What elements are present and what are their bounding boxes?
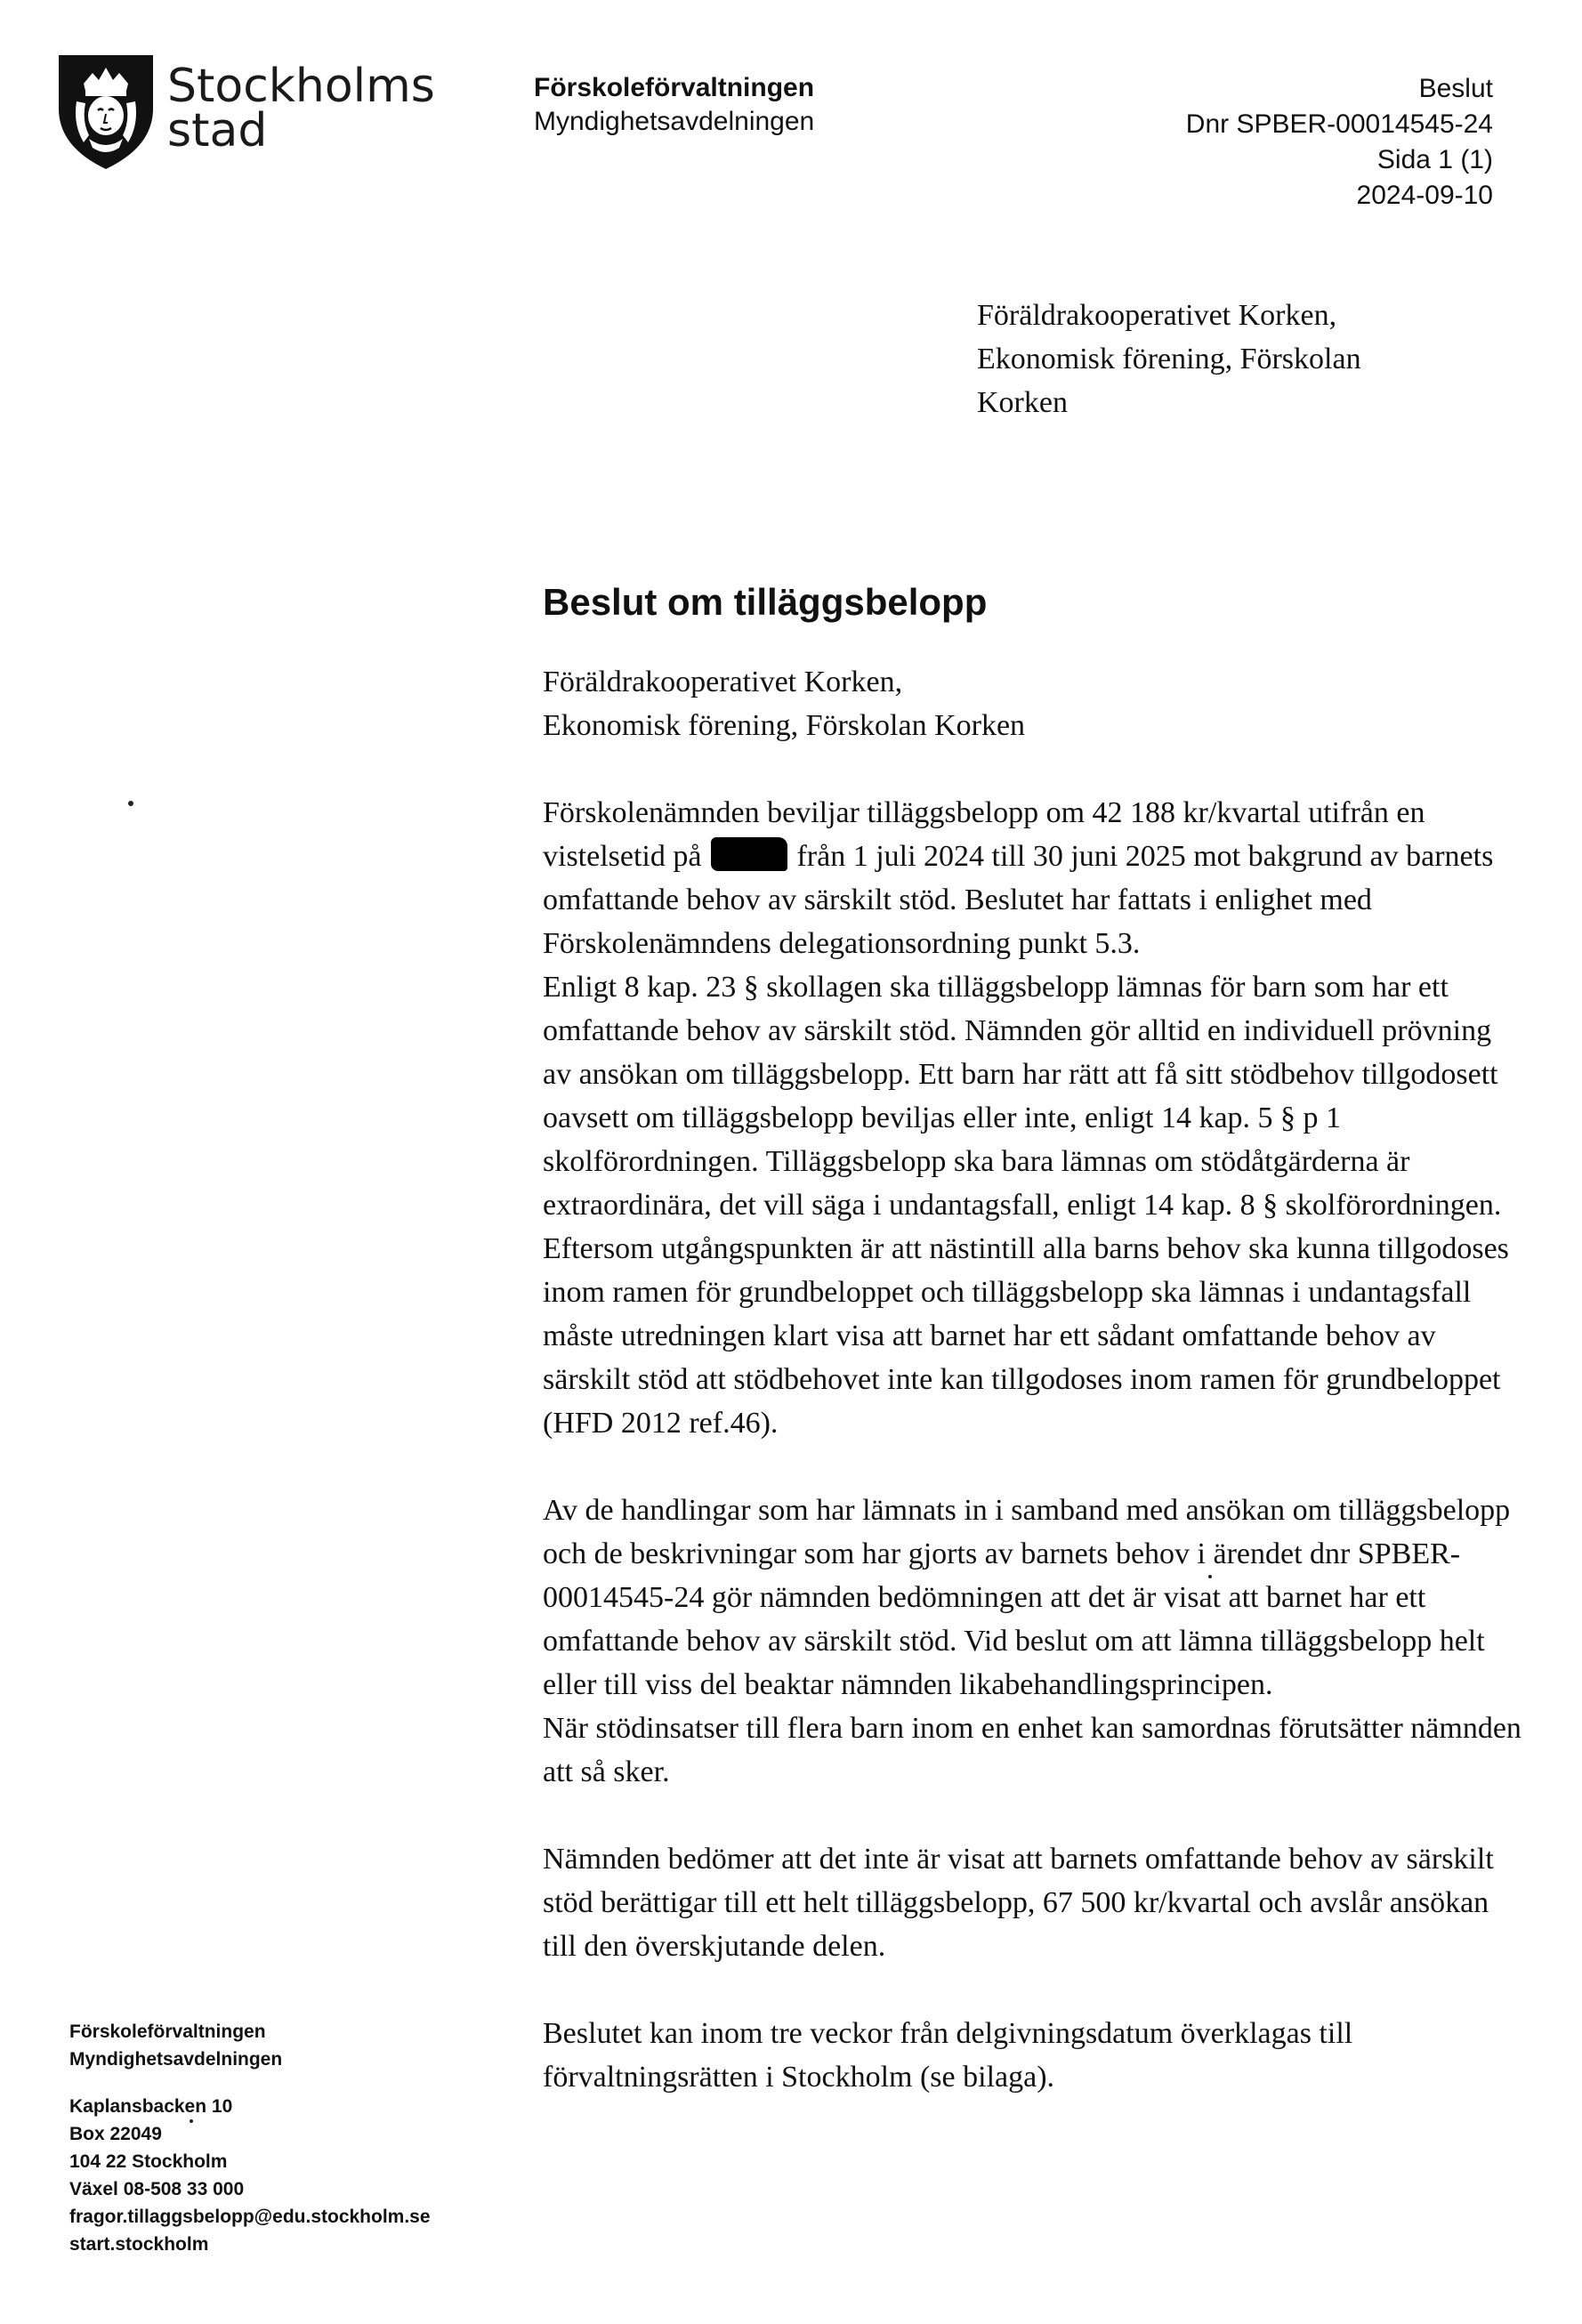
footer-email[interactable]: fragor.tillaggsbelopp@edu.stockholm.se — [69, 2207, 431, 2227]
document-dnr: Dnr SPBER-00014545-24 — [1185, 109, 1493, 139]
decision-text-start: Förskolenämnden beviljar tilläggsbelopp om 42 188 kr/kvartal utifrån en vistelsetid på — [543, 796, 1425, 873]
footer-box: Box 22049 — [69, 2124, 162, 2144]
footer-department: Myndighetsavdelningen — [69, 2049, 283, 2070]
logo-text-line1: Stockholms — [167, 60, 435, 113]
decision-paragraph — [543, 791, 1521, 965]
page-number: Sida 1 (1) — [1376, 145, 1493, 174]
recipient-line-1: Föräldrakooperativet Korken, — [977, 299, 1337, 332]
addressee-line-1: Föräldrakooperativet Korken, — [543, 666, 903, 698]
footer-street: Kaplansbacken 10 — [69, 2096, 233, 2117]
footer-phone: Växel 08-508 33 000 — [69, 2179, 245, 2199]
footer-org: Förskoleförvaltningen — [69, 2021, 266, 2042]
appeal-paragraph: Beslutet kan inom tre veckor från delgivningsdatum överklagas till förvaltningsrätten i Stockholm (se bilaga). — [543, 2017, 1353, 2094]
scan-speck — [190, 2119, 193, 2123]
decision-text-end: från 1 juli 2024 till 30 juni 2025 mot bakgrund av barnets omfattande behov av särskilt stöd. Beslutet har fattats i enlighet med Förskolenämndens delegationsordning punkt 5.3. — [543, 840, 1494, 960]
page-title: Beslut om tilläggsbelopp — [543, 581, 988, 623]
header-org-name: Förskoleförvaltningen — [534, 73, 815, 102]
footer-contact — [69, 2018, 431, 2258]
scan-speck — [128, 801, 133, 806]
letter-body — [543, 580, 1521, 2099]
recipient-address — [977, 294, 1475, 424]
stockholm-logo — [57, 53, 435, 171]
city-crest-icon — [57, 53, 155, 171]
addressee-line-2: Ekonomisk förening, Förskolan Korken — [543, 709, 1026, 742]
recipient-line-2: Ekonomisk förening, Förskolan — [977, 343, 1361, 375]
rejection-paragraph: Nämnden bedömer att det inte är visat att barnets omfattande behov av särskilt stöd berättigar till ett helt tilläggsbelopp, 67 500 kr/kvartal och avslår ansökan till den överskjutande delen. — [543, 1843, 1494, 1963]
document-type: Beslut — [1418, 74, 1493, 103]
logo-text-line2: stad — [167, 104, 268, 157]
redaction-mark — [711, 837, 787, 871]
scan-speck — [1208, 1575, 1212, 1578]
footer-website[interactable]: start.stockholm — [69, 2234, 209, 2255]
document-date: 2024-09-10 — [1356, 181, 1493, 210]
header-department: Myndighetsavdelningen — [534, 107, 815, 136]
footer-postal: 104 22 Stockholm — [69, 2151, 228, 2172]
header-organization — [534, 71, 814, 139]
coordination-paragraph: När stödinsatser till flera barn inom en enhet kan samordnas förutsätter nämnden att så sker. — [543, 1712, 1521, 1788]
assessment-paragraph: Av de handlingar som har lämnats in i samband med ansökan om tilläggsbelopp och de beskrivningar som har gjorts av barnets behov i ärendet dnr SPBER-00014545-24 gör nämnden bedömningen att det är visat att barnet har ett omfattande behov av särskilt stöd. Vid beslut om att lämna tilläggsbelopp helt eller till viss del beaktar nämnden likabehandlingsprincipen. — [543, 1494, 1511, 1701]
legal-basis-paragraph: Enligt 8 kap. 23 § skollagen ska tilläggsbelopp lämnas för barn som har ett omfattande behov av särskilt stöd. Nämnden gör alltid en individuell prövning av ansökan om tilläggsbelopp. Ett barn har rätt att få sitt stödbehov tillgodosett oavsett om tilläggsbelopp beviljas eller inte, enligt 14 kap. 5 § p 1 skolförordningen. Tilläggsbelopp ska bara lämnas om stödåtgärderna är extraordinära, det vill säga i undantagsfall, enligt 14 kap. 8 § skolförordningen. Eftersom utgångspunkten är att nästintill alla barns behov ska kunna tillgodoses inom ramen för grundbeloppet och tilläggsbelopp ska lämnas i undantagsfall måste utredningen klart visa att barnet har ett sådant omfattande behov av särskilt stöd att stödbehovet inte kan tillgodoses inom ramen för grundbeloppet (HFD 2012 ref.46). — [543, 971, 1509, 1440]
recipient-line-3: Korken — [977, 386, 1068, 419]
document-info — [1186, 71, 1493, 214]
